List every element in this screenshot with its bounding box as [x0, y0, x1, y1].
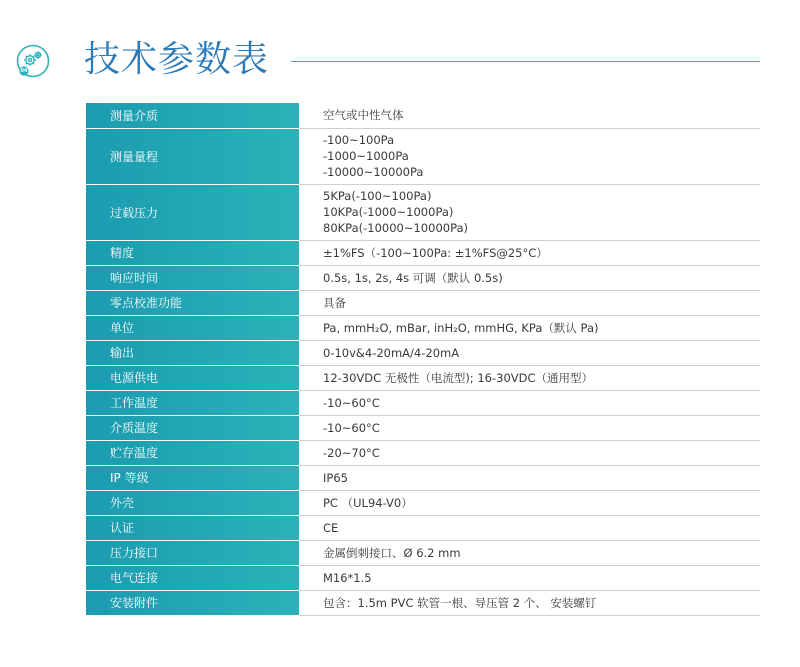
spec-value-line: M16*1.5 — [323, 570, 372, 585]
table-row — [86, 465, 760, 490]
spec-value — [299, 515, 760, 540]
spec-value-line: 包含：1.5m PVC 软管一根、导压管 2 个、 安装螺钉 — [323, 595, 597, 610]
table-row — [86, 290, 760, 315]
spec-value — [299, 184, 760, 240]
spec-value — [299, 365, 760, 390]
table-row — [86, 415, 760, 440]
spec-value — [299, 465, 760, 490]
page-header — [0, 0, 800, 100]
spec-value-line: -1000~1000Pa — [323, 149, 409, 163]
spec-label: 压力接口 — [86, 540, 299, 565]
table-row — [86, 103, 760, 128]
spec-label: 安装附件 — [86, 590, 299, 615]
spec-label: 电源供电 — [86, 365, 299, 390]
table-row — [86, 365, 760, 390]
spec-value-line: 80KPa(-10000~10000Pa) — [323, 221, 469, 235]
spec-value — [299, 290, 760, 315]
spec-value-line: Pa, mmH₂O, mBar, inH₂O, mmHG, KPa（默认 Pa) — [323, 320, 599, 335]
spec-label: 响应时间 — [86, 265, 299, 290]
spec-label: 贮存温度 — [86, 440, 299, 465]
table-row — [86, 440, 760, 465]
spec-value-line: -10~60°C — [323, 420, 380, 435]
spec-label: 外壳 — [86, 490, 299, 515]
table-row — [86, 265, 760, 290]
spec-value — [299, 265, 760, 290]
icon-badge: 04 — [20, 68, 28, 74]
spec-value — [299, 340, 760, 365]
table-row — [86, 315, 760, 340]
spec-label: 精度 — [86, 240, 299, 265]
spec-value-line: 金属倒刺接口、Ø 6.2 mm — [323, 545, 461, 560]
title-divider — [291, 61, 760, 62]
table-row — [86, 240, 760, 265]
spec-value-line: IP65 — [323, 470, 348, 485]
spec-value — [299, 440, 760, 465]
spec-value — [299, 590, 760, 615]
table-row — [86, 390, 760, 415]
spec-label: 测量介质 — [86, 103, 299, 128]
spec-label: 电气连接 — [86, 565, 299, 590]
spec-value-line: -20~70°C — [323, 445, 380, 460]
spec-value — [299, 490, 760, 515]
spec-value-line: -10~60°C — [323, 395, 380, 410]
spec-value — [299, 103, 760, 128]
spec-value — [299, 240, 760, 265]
spec-value-line: PC （UL94-V0） — [323, 495, 413, 510]
table-row — [86, 590, 760, 615]
spec-label: 工作温度 — [86, 390, 299, 415]
spec-table — [86, 103, 760, 616]
spec-label: 过载压力 — [86, 184, 299, 240]
spec-value-line: -10000~10000Pa — [323, 165, 424, 179]
spec-value — [299, 390, 760, 415]
spec-value-line: ±1%FS（-100~100Pa: ±1%FS@25°C） — [323, 245, 548, 260]
spec-value — [299, 128, 760, 184]
gears-icon — [16, 44, 50, 78]
spec-value-line: 5KPa(-100~100Pa) — [323, 189, 432, 203]
table-row — [86, 515, 760, 540]
spec-label: 介质温度 — [86, 415, 299, 440]
spec-value-line: 具备 — [323, 295, 346, 310]
spec-value — [299, 315, 760, 340]
spec-value — [299, 415, 760, 440]
spec-value — [299, 540, 760, 565]
spec-value-line: 0-10v&4-20mA/4-20mA — [323, 345, 460, 360]
spec-value-line: 0.5s, 1s, 2s, 4s 可调（默认 0.5s) — [323, 270, 503, 285]
spec-value-line: 10KPa(-1000~1000Pa) — [323, 205, 454, 219]
spec-label: IP 等级 — [86, 465, 299, 490]
spec-value-line: CE — [323, 520, 339, 535]
spec-label: 零点校准功能 — [86, 290, 299, 315]
spec-label: 输出 — [86, 340, 299, 365]
table-row — [86, 128, 760, 184]
table-row — [86, 184, 760, 240]
table-row — [86, 565, 760, 590]
spec-value-line: 空气或中性气体 — [323, 108, 404, 123]
table-row — [86, 490, 760, 515]
spec-value-line: -100~100Pa — [323, 133, 395, 147]
page-title: 技术参数表 — [84, 39, 270, 80]
spec-value — [299, 565, 760, 590]
spec-label: 认证 — [86, 515, 299, 540]
table-row — [86, 340, 760, 365]
table-row — [86, 540, 760, 565]
spec-label: 测量量程 — [86, 128, 299, 184]
spec-label: 单位 — [86, 315, 299, 340]
spec-value-line: 12-30VDC 无极性（电流型); 16-30VDC（通用型） — [323, 370, 594, 385]
